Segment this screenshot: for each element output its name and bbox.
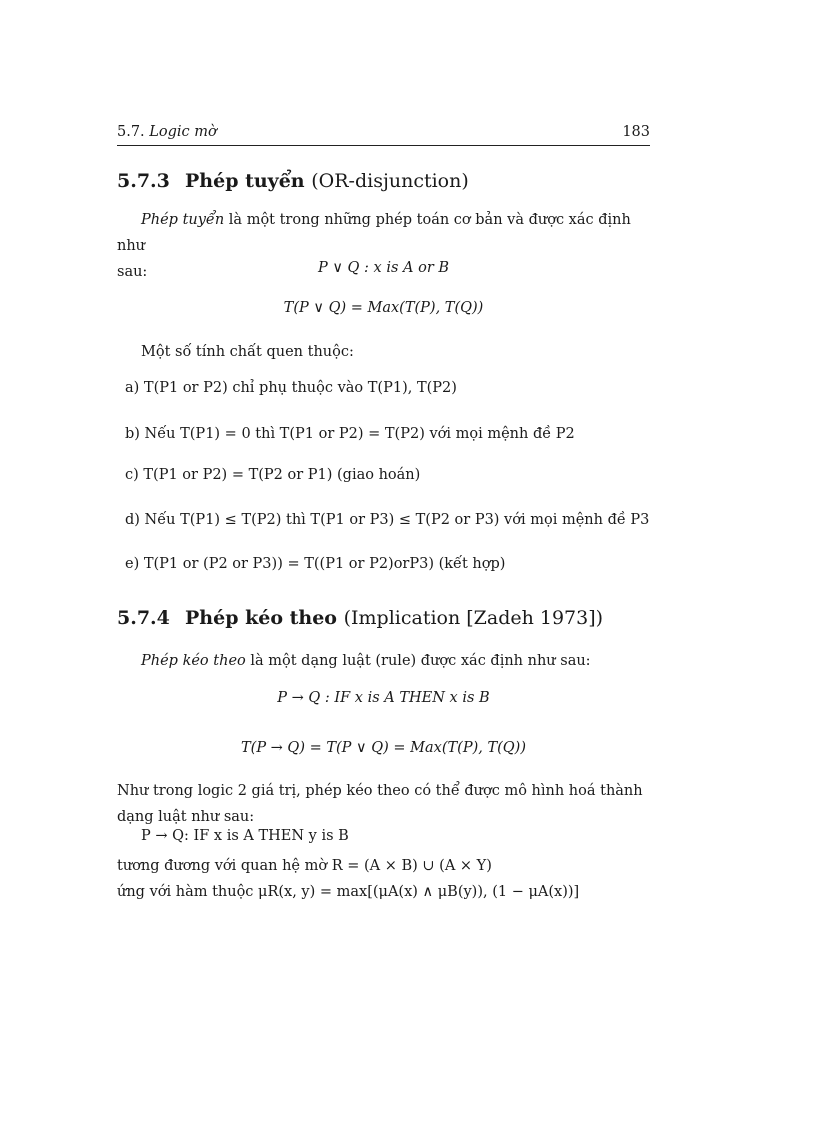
header-section: 5.7. Logic mờ	[117, 124, 217, 140]
s2-equation-1: P → Q : IF x is A THEN x is B	[277, 690, 490, 706]
s1-equation-1: P ∨ Q : x is A or B	[317, 260, 450, 276]
page-number: 183	[622, 124, 650, 140]
s1-intro: Phép tuyển là một trong những phép toán cơ bản và được xác định như sau:	[117, 212, 631, 280]
property-a: a) T(P1 or P2) chỉ phụ thuộc vào T(P1), T(P2)	[125, 380, 457, 396]
property-c: c) T(P1 or P2) = T(P2 or P1) (giao hoán)	[125, 467, 421, 483]
s1-properties-heading: Một số tính chất quen thuộc:	[141, 344, 354, 360]
s2-equivalence-line: tương đương với quan hệ mờ R = (A × B) ∪ (A × Y)	[117, 858, 492, 874]
property-e: e) T(P1 or (P2 or P3)) = T((P1 or P2)orP3) (kết hợp)	[125, 556, 506, 572]
s2-equation-2: T(P → Q) = T(P ∨ Q) = Max(T(P), T(Q))	[240, 740, 526, 756]
header-rule	[117, 145, 650, 146]
s2-rule-line: P → Q: IF x is A THEN y is B	[141, 828, 349, 844]
section-heading-5-7-4: 5.7.4 Phép kéo theo (Implication [Zadeh 1973])	[117, 607, 604, 629]
s2-paragraph: Như trong logic 2 giá trị, phép kéo theo có thể được mô hình hoá thành dạng luật như sau:	[117, 783, 643, 825]
property-b: b) Nếu T(P1) = 0 thì T(P1 or P2) = T(P2) với mọi mệnh đề P2	[125, 426, 575, 442]
section-heading-5-7-3: 5.7.3 Phép tuyển (OR-disjunction)	[117, 170, 469, 192]
property-d: d) Nếu T(P1) ≤ T(P2) thì T(P1 or P3) ≤ T(P2 or P3) với mọi mệnh đề P3	[125, 512, 650, 528]
s1-equation-2: T(P ∨ Q) = Max(T(P), T(Q))	[283, 300, 484, 316]
s2-intro: Phép kéo theo là một dạng luật (rule) được xác định như sau:	[141, 653, 591, 669]
running-header	[117, 124, 650, 140]
s2-membership-line: ứng với hàm thuộc μR(x, y) = max[(μA(x) ∧ μB(y)), (1 − μA(x))]	[117, 884, 580, 900]
